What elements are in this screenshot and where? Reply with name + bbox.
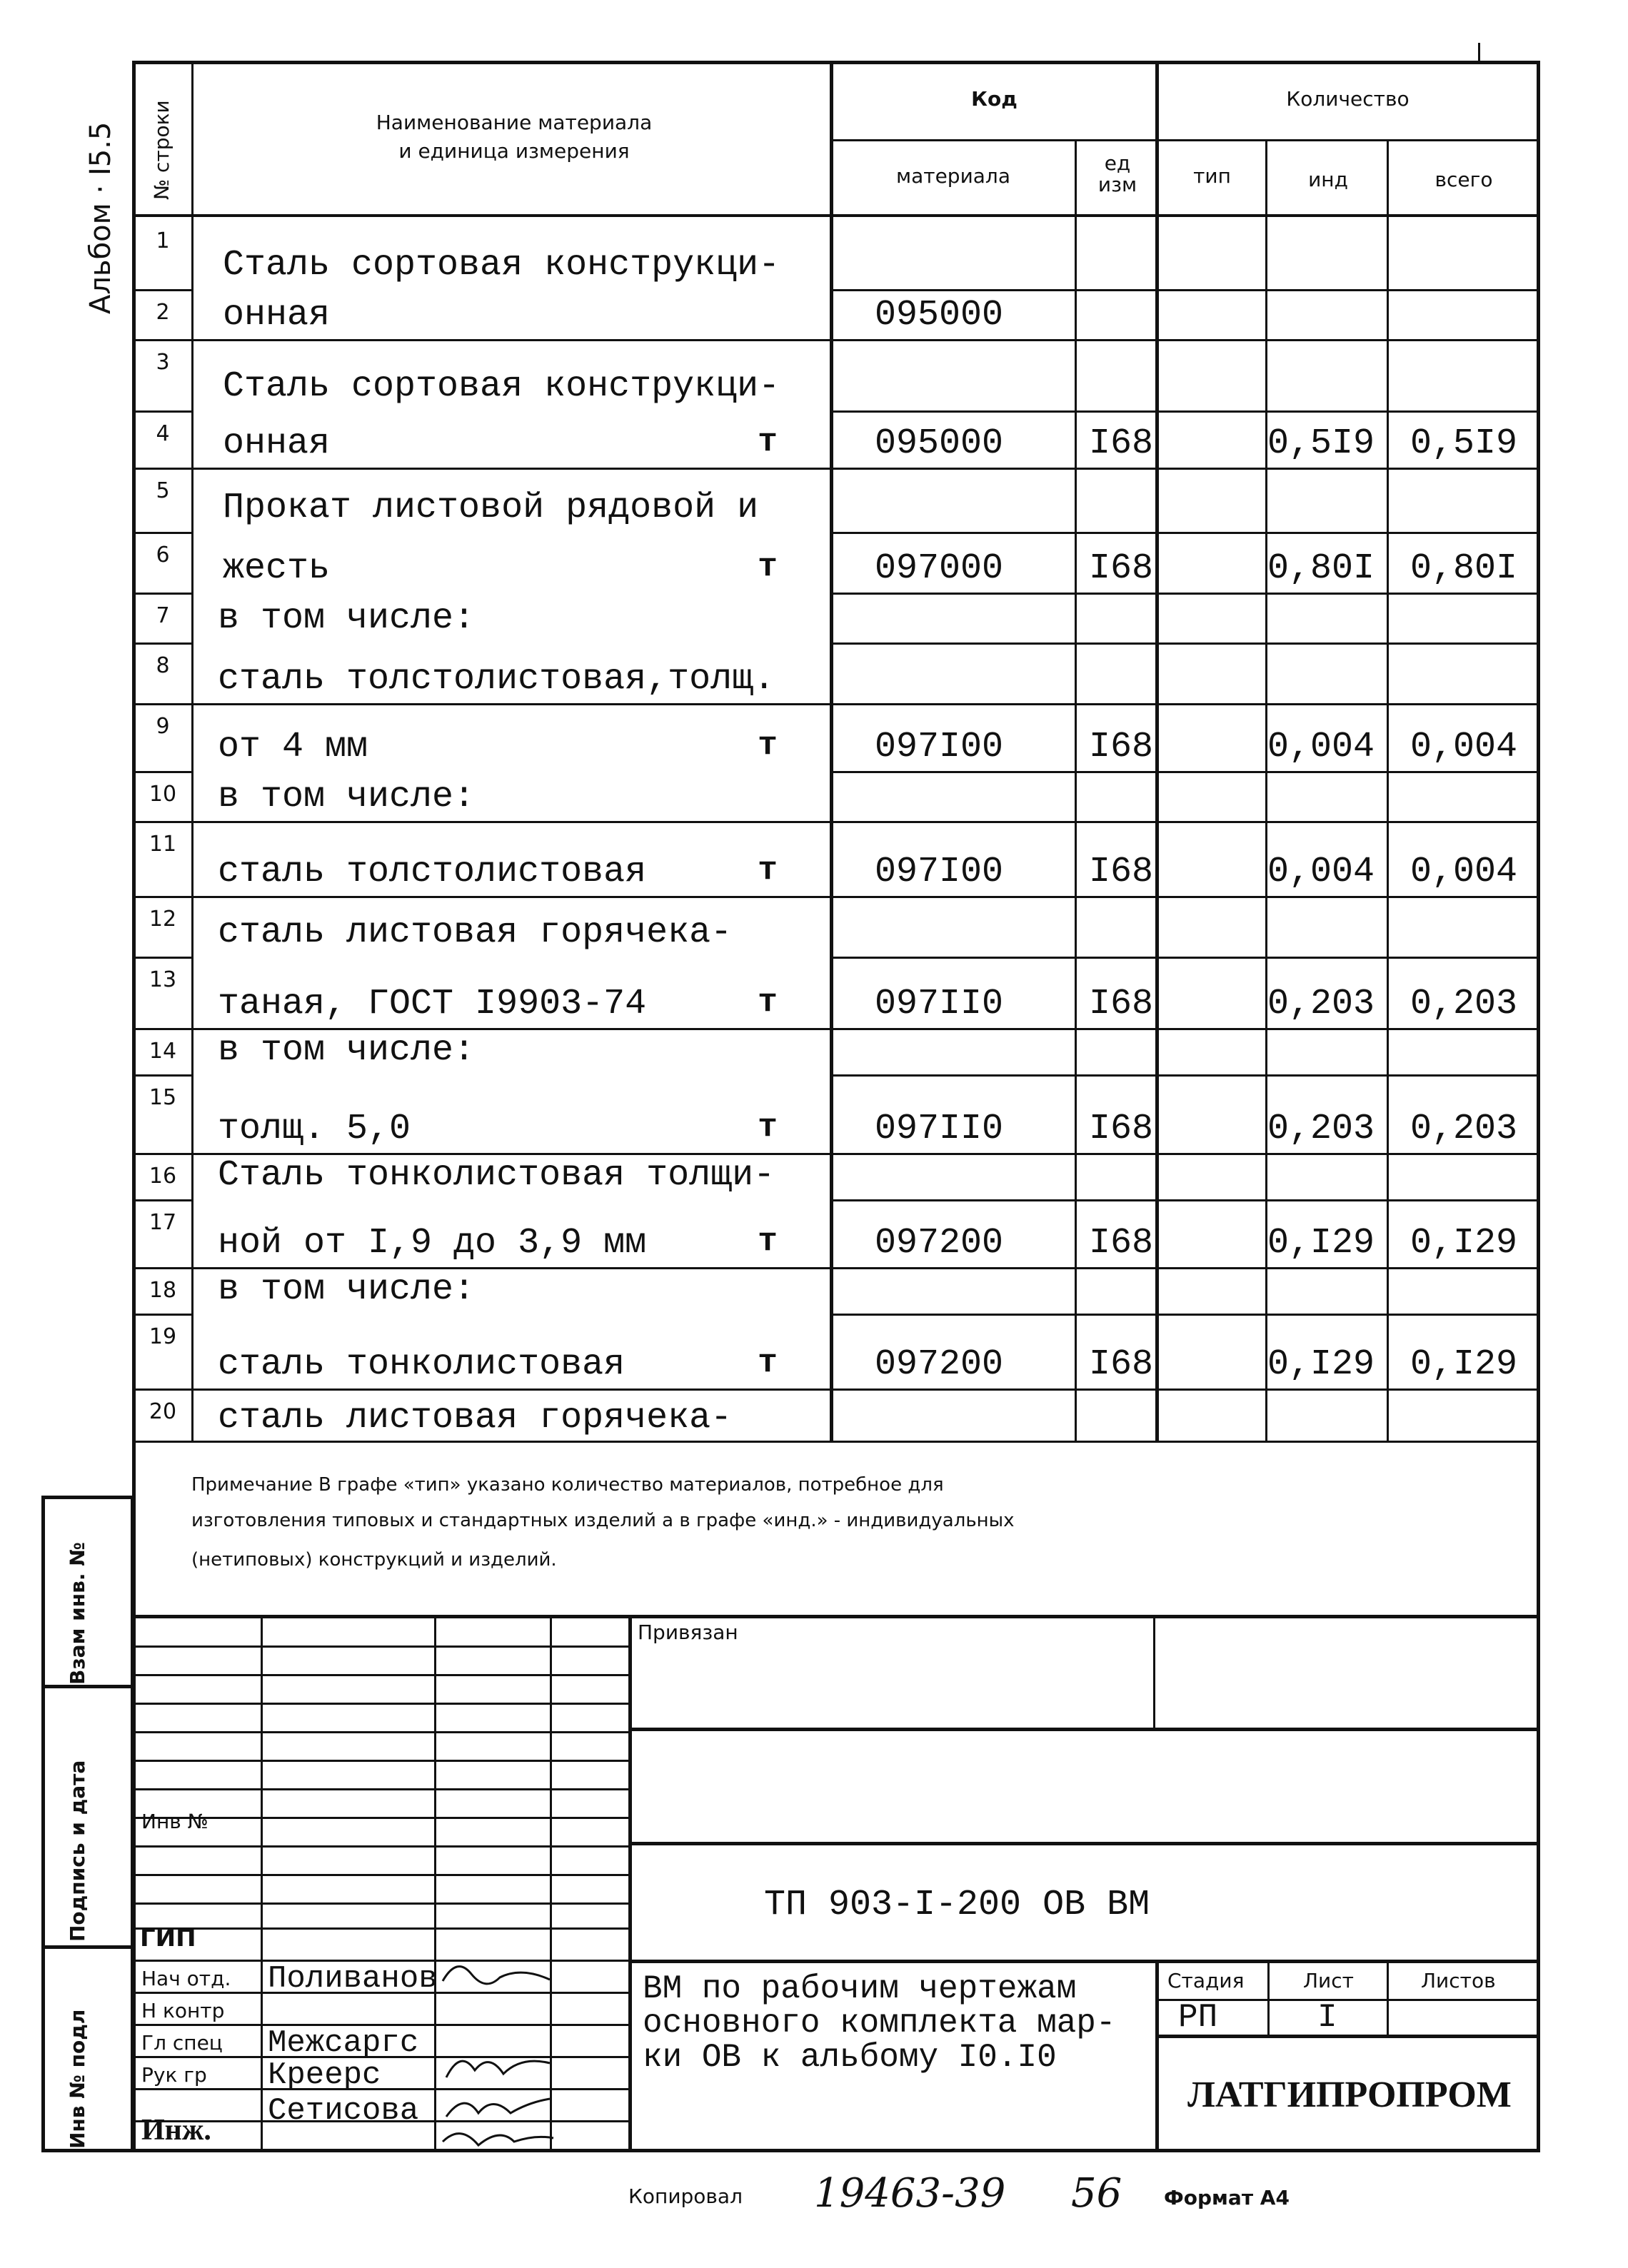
vzam-inv-label: Взам инв. № xyxy=(66,1542,89,1685)
unit-code: I68 xyxy=(1088,1109,1153,1149)
unit-code: I68 xyxy=(1088,548,1153,589)
num-separator xyxy=(134,642,191,645)
stamp-role: Гл спец xyxy=(141,2031,223,2055)
row-separator xyxy=(134,703,1539,705)
num-separator xyxy=(134,289,191,291)
note-line2: изготовления типовых и стандартных изделий а в графе «инд.» - индивидуальных xyxy=(191,1510,1015,1531)
qty-ind: 0,I29 xyxy=(1267,1223,1375,1264)
cell-separator xyxy=(832,1199,1539,1201)
material-header: материала xyxy=(895,164,1010,188)
cell-separator xyxy=(832,771,1539,773)
inv-no-label: Инв № xyxy=(141,1810,208,1833)
list-label: Лист xyxy=(1303,1969,1354,1992)
stamp-grid-line xyxy=(134,1927,628,1930)
vline-stadiya xyxy=(1267,1960,1270,2037)
stamp-role: Н контр xyxy=(141,1999,225,2022)
unit-mark: т xyxy=(758,1223,778,1260)
material-code: 097I00 xyxy=(875,727,1004,767)
unit-mark: т xyxy=(758,423,778,460)
stadiya-label: Стадия xyxy=(1167,1969,1245,1992)
qty-total: 0,203 xyxy=(1410,1109,1518,1149)
material-name: жесть xyxy=(223,548,331,589)
row-number: 15 xyxy=(149,1085,177,1110)
album-label: Альбом · I5.5 xyxy=(84,121,117,314)
material-code: 097II0 xyxy=(875,1109,1004,1149)
cell-separator xyxy=(832,642,1539,645)
vsego-header: всего xyxy=(1434,168,1493,191)
qty-total: 0,I29 xyxy=(1410,1223,1518,1264)
cell-separator xyxy=(832,410,1539,413)
note-line1: Примечание В графе «тип» указано количество материалов, потребное для xyxy=(191,1474,944,1496)
cell-separator xyxy=(832,1314,1539,1316)
material-name: сталь листовая горячека- xyxy=(218,1398,733,1438)
margin-box-podpis xyxy=(41,1685,134,1949)
unit-mark: т xyxy=(758,984,778,1021)
qty-ind: 0,203 xyxy=(1267,984,1375,1024)
vline-stamp-c1 xyxy=(261,1615,263,2152)
row-number: 5 xyxy=(156,478,170,503)
margin-box-inv xyxy=(41,1945,134,2152)
material-name: в том числе: xyxy=(218,777,476,817)
title-line-1: ВМ по рабочим чертежам xyxy=(643,1970,1077,2007)
material-name: сталь толстолистовая,толщ. xyxy=(218,659,775,700)
row-number: 3 xyxy=(156,350,170,375)
qty-ind: 0,I29 xyxy=(1267,1344,1375,1385)
stamp-person-name: Креерс xyxy=(268,2057,381,2093)
num-separator xyxy=(134,410,191,413)
inv-podl-label: Инв № подл xyxy=(66,2009,89,2149)
row-number: 11 xyxy=(149,832,177,857)
qty-ind: 0,004 xyxy=(1267,727,1375,767)
num-separator xyxy=(134,1314,191,1316)
row-separator xyxy=(134,339,1539,341)
handwritten-number: 19463-39 xyxy=(814,2170,1006,2217)
material-name: Сталь сортовая конструкци- xyxy=(223,245,780,286)
qty-total: 0,203 xyxy=(1410,984,1518,1024)
stamp-grid-line xyxy=(134,1731,628,1733)
unit-code: I68 xyxy=(1088,1344,1153,1385)
signature-4 xyxy=(428,2120,557,2159)
stamp-grid-line xyxy=(134,1674,628,1676)
unit-mark: т xyxy=(758,1344,778,1381)
note-line3: (нетиповых) конструкций и изделий. xyxy=(191,1549,557,1571)
row-number: 18 xyxy=(149,1278,177,1303)
num-separator xyxy=(134,593,191,595)
podpis-data-label: Подпись и дата xyxy=(66,1760,89,1942)
hline-privyazan xyxy=(628,1728,1539,1731)
material-name: Сталь сортовая конструкци- xyxy=(223,366,780,407)
material-name: от 4 мм xyxy=(218,727,368,767)
qty-total: 0,004 xyxy=(1410,727,1518,767)
row-separator xyxy=(134,821,1539,823)
vline-title xyxy=(1155,1960,1159,2152)
unit-mark: т xyxy=(758,852,778,889)
row-number: 17 xyxy=(149,1210,177,1235)
signature-1 xyxy=(428,1952,557,2002)
cell-separator xyxy=(832,957,1539,959)
kopiroval-label: Копировал xyxy=(628,2184,743,2208)
stadiya-value: РП xyxy=(1178,1999,1218,2036)
material-name: сталь тонколистовая xyxy=(218,1344,625,1385)
hline-header-bottom xyxy=(134,214,1539,217)
material-name: онная xyxy=(223,295,331,336)
stamp-person-name: Сетисова xyxy=(268,2093,419,2129)
stamp-person-name: Поливанов xyxy=(268,1961,438,1997)
list-value: I xyxy=(1317,1999,1337,2036)
num-separator xyxy=(134,771,191,773)
row-number: 19 xyxy=(149,1324,177,1349)
stamp-grid-line xyxy=(134,1817,628,1819)
vline-stamp-left xyxy=(628,1615,632,2152)
ed-izm-header: ед изм xyxy=(1097,151,1137,196)
num-separator xyxy=(134,1074,191,1077)
vline-privyazan xyxy=(1153,1615,1155,1729)
material-name: сталь толстолистовая xyxy=(218,852,647,892)
row-number: 2 xyxy=(156,300,170,325)
row-separator xyxy=(134,1388,1539,1391)
material-name: в том числе: xyxy=(218,598,476,639)
format-label: Формат А4 xyxy=(1164,2186,1290,2209)
margin-box-vzam xyxy=(41,1496,134,1688)
stamp-role: Нач отд. xyxy=(141,1967,231,1990)
num-separator xyxy=(134,957,191,959)
row-number: 7 xyxy=(156,603,170,628)
hline-stamp-top xyxy=(134,1615,1539,1618)
material-name: онная xyxy=(223,423,331,464)
qty-total: 0,004 xyxy=(1410,852,1518,892)
hline-table-bottom xyxy=(134,1441,1539,1443)
material-name: в том числе: xyxy=(218,1030,476,1071)
vline-num xyxy=(191,61,194,1442)
material-code: 097II0 xyxy=(875,984,1004,1024)
code-header: Код xyxy=(971,87,1018,111)
unit-code: I68 xyxy=(1088,984,1153,1024)
qty-ind: 0,004 xyxy=(1267,852,1375,892)
cell-separator xyxy=(832,532,1539,534)
stamp-grid-line xyxy=(134,1874,628,1876)
vline-list xyxy=(1387,1960,1389,2037)
material-name: толщ. 5,0 xyxy=(218,1109,411,1149)
hline-code xyxy=(628,1842,1539,1845)
stamp-grid-line xyxy=(134,1902,628,1905)
row-separator xyxy=(134,468,1539,470)
stamp-grid-line xyxy=(134,1788,628,1790)
unit-code: I68 xyxy=(1088,727,1153,767)
cell-separator xyxy=(832,1074,1539,1077)
stamp-grid-line xyxy=(134,1645,628,1648)
cell-separator xyxy=(832,593,1539,595)
row-number: 12 xyxy=(149,907,177,932)
row-number: 6 xyxy=(156,543,170,568)
material-name: ной от I,9 до 3,9 мм xyxy=(218,1223,647,1264)
stamp-grid-line xyxy=(134,1845,628,1848)
hline-code-bottom xyxy=(628,1960,1539,1963)
qty-ind: 0,203 xyxy=(1267,1109,1375,1149)
material-name: сталь листовая горячека- xyxy=(218,912,733,953)
material-code: 097200 xyxy=(875,1223,1004,1264)
qty-ind: 0,80I xyxy=(1267,548,1375,589)
num-separator xyxy=(134,532,191,534)
vline-name xyxy=(830,61,833,1442)
unit-code: I68 xyxy=(1088,423,1153,464)
top-tick xyxy=(1478,43,1480,64)
hline-header-mid xyxy=(832,139,1539,141)
stamp-grid-line xyxy=(134,1703,628,1705)
gip-label: ГИП xyxy=(140,1924,196,1952)
privyazan-label: Привязан xyxy=(638,1621,738,1644)
title-line-2: основного комплекта мар- xyxy=(643,2005,1116,2042)
row-number: 4 xyxy=(156,421,170,446)
doc-code: ТП 903-I-200 ОВ ВМ xyxy=(764,1885,1150,1925)
material-name: в том числе: xyxy=(218,1269,476,1310)
row-number: 20 xyxy=(149,1399,177,1424)
title-line-3: ки ОВ к альбому I0.I0 xyxy=(643,2039,1057,2076)
unit-mark: т xyxy=(758,727,778,764)
material-code: 097200 xyxy=(875,1344,1004,1385)
material-code: 097I00 xyxy=(875,852,1004,892)
material-code: 095000 xyxy=(875,295,1004,336)
qty-total: 0,80I xyxy=(1410,548,1518,589)
unit-mark: т xyxy=(758,1109,778,1146)
row-number: 14 xyxy=(149,1039,177,1064)
row-no-header: № строки xyxy=(150,100,174,200)
qty-ind: 0,5I9 xyxy=(1267,423,1375,464)
row-number: 13 xyxy=(149,967,177,992)
stamp-person-name: Межсаргс xyxy=(268,2025,419,2061)
cell-separator xyxy=(832,289,1539,291)
ind-header: инд xyxy=(1308,168,1348,191)
tip-header: тип xyxy=(1193,164,1231,188)
name-header-line2: и единица измерения xyxy=(398,139,630,163)
listov-label: Листов xyxy=(1421,1969,1496,1992)
qty-total: 0,5I9 xyxy=(1410,423,1518,464)
row-number: 9 xyxy=(156,714,170,739)
organization: ЛАТГИПРОПРОМ xyxy=(1187,2075,1512,2115)
stamp-role: Инж. xyxy=(141,2114,211,2147)
num-separator xyxy=(134,1199,191,1201)
qty-total: 0,I29 xyxy=(1410,1344,1518,1385)
material-code: 097000 xyxy=(875,548,1004,589)
material-name: Сталь тонколистовая толщи- xyxy=(218,1155,775,1196)
row-number: 10 xyxy=(149,782,177,807)
material-name: Прокат листовой рядовой и xyxy=(223,488,759,528)
unit-mark: т xyxy=(758,548,778,585)
material-code: 095000 xyxy=(875,423,1004,464)
stamp-role: Рук гр xyxy=(141,2063,207,2087)
row-number: 1 xyxy=(156,228,170,253)
unit-code: I68 xyxy=(1088,852,1153,892)
unit-code: I68 xyxy=(1088,1223,1153,1264)
qty-header: Количество xyxy=(1286,87,1410,111)
row-number: 8 xyxy=(156,653,170,678)
name-header-line1: Наименование материала xyxy=(376,111,653,134)
stamp-grid-line xyxy=(134,1760,628,1762)
material-name: таная, ГОСТ I9903-74 xyxy=(218,984,647,1024)
page-number: 56 xyxy=(1071,2170,1122,2217)
row-separator xyxy=(134,896,1539,898)
row-number: 16 xyxy=(149,1164,177,1189)
